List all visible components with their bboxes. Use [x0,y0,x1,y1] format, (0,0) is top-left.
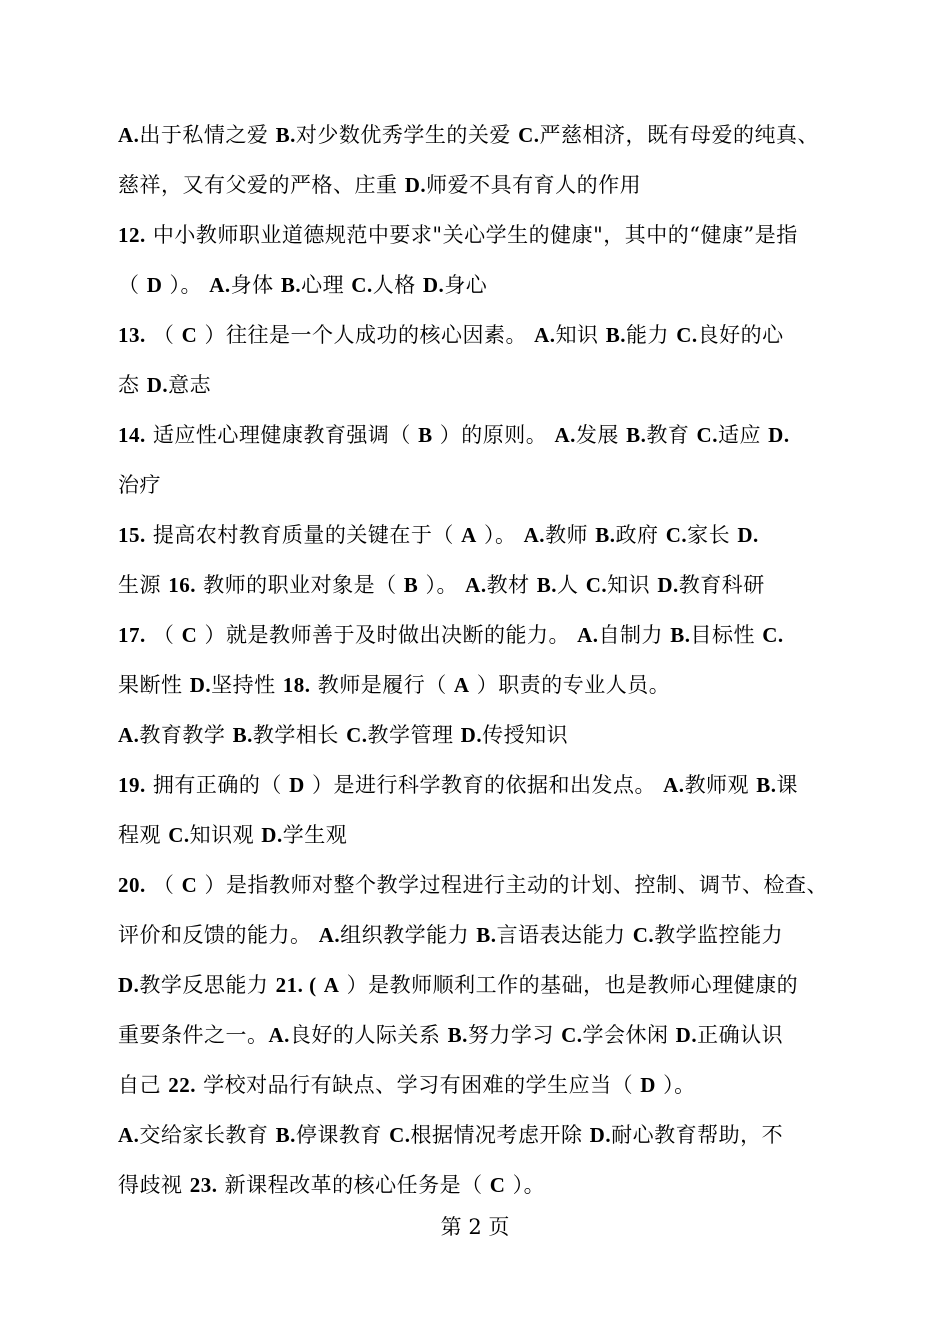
text-line: 14. 适应性心理健康教育强调（ B ）的原则。 A.发展 B.教育 C.适应 D. [118,423,790,447]
text-line: A.教育教学 B.教学相长 C.教学管理 D.传授知识 [118,723,569,747]
text-line: 治疗 [118,473,161,497]
text-line: A.交给家长教育 B.停课教育 C.根据情况考虑开除 D.耐心教育帮助，不 [118,1123,784,1147]
text-line: 生源 16. 教师的职业对象是（ B ）。 A.教材 B.人 C.知识 D.教育科研 [118,573,765,597]
page-number: 第 2 页 [440,1215,510,1239]
text-line: 19. 拥有正确的（ D ）是进行科学教育的依据和出发点。 A.教师观 B.课 [118,773,799,797]
text-line: 评价和反馈的能力。 A.组织教学能力 B.言语表达能力 C.教学监控能力 [118,923,784,947]
text-line: 20. （ C ）是指教师对整个教学过程进行主动的计划、控制、调节、检查、 [118,873,828,897]
text-line: 程观 C.知识观 D.学生观 [118,823,348,847]
text-line: 得歧视 23. 新课程改革的核心任务是（ C ）。 [118,1173,546,1197]
text-line: 慈祥，又有父爱的严格、庄重 D.师爱不具有育人的作用 [118,173,642,197]
text-line: 17. （ C ）就是教师善于及时做出决断的能力。 A.自制力 B.目标性 C. [118,623,784,647]
text-line: 自己 22. 学校对品行有缺点、学习有困难的学生应当（ D ）。 [118,1073,696,1097]
text-line: 13. （ C ）往往是一个人成功的核心因素。 A.知识 B.能力 C.良好的心 [118,323,784,347]
text-line: A.出于私情之爱 B.对少数优秀学生的关爱 C.严慈相济，既有母爱的纯真、 [118,123,819,147]
text-line: 态 D.意志 [118,373,212,397]
text-line: D.教学反思能力 21. ( A ）是教师顺利工作的基础，也是教师心理健康的 [118,973,799,997]
text-line: 果断性 D.坚持性 18. 教师是履行（ A ）职责的专业人员。 [118,673,671,697]
text-line: 15. 提高农村教育质量的关键在于（ A ）。 A.教师 B.政府 C.家长 D. [118,523,759,547]
text-line: 12. 中小教师职业道德规范中要求"关心学生的健康"，其中的“健康”是指 [118,223,798,247]
text-line: （ D ）。 A.身体 B.心理 C.人格 D.身心 [118,273,488,297]
text-line: 重要条件之一。A.良好的人际关系 B.努力学习 C.学会休闲 D.正确认识 [118,1023,784,1047]
